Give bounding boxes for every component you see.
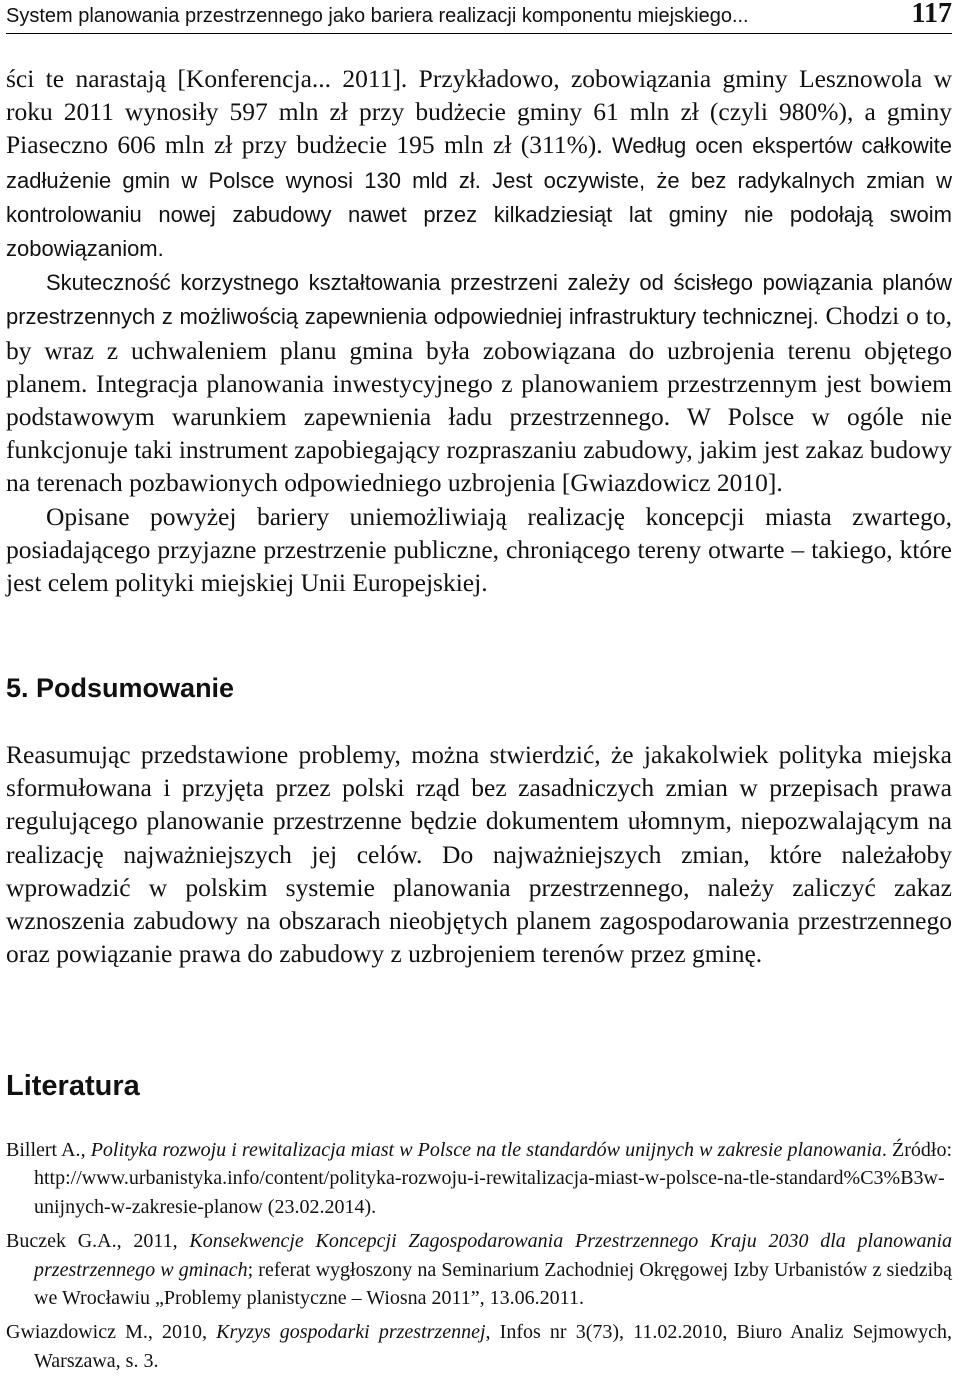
reference-separator: , 2011,: [116, 1230, 190, 1253]
reference-separator: ,: [80, 1139, 91, 1161]
page-number: 117: [911, 0, 952, 29]
reference-separator: , 2010,: [147, 1321, 217, 1344]
paragraph-3: Opisane powyżej bariery uniemożliwiają realizację koncepcji miasta zwartego, posiadającego przyjazne przestrzenie publiczne, chroniącego tereny otwarte – takiego, które jest celem polityki miejskiej Unii Europejskiej.: [6, 501, 952, 598]
paragraph-2-part-a: Skuteczność korzystnego kształtowania przestrzeni zależy od ścisłego powiązania planów przestrzennych z możliwością zapewnienia odpowiedniej infrastruktury technicznej.: [6, 270, 952, 330]
paragraph-1: [6, 62, 952, 265]
section-number: 5.: [6, 673, 29, 703]
body-text: [6, 62, 952, 599]
running-header: [6, 0, 952, 34]
reference-author: Gwiazdowicz M.: [6, 1321, 148, 1344]
paragraph-1-part-a: ści te narastają [Konferencja... 2011]. Przykładowo, zobowiązania gminy Lesznowola w roku 2011 wynosiły 597 mln zł przy budżecie gminy 61 mln zł (czyli 980%), a gminy Piaseczno 606 mln zł przy budżecie 195 mln zł (311%).: [6, 64, 952, 160]
paragraph-1-part-b: Według ocen ekspertów całkowite zadłużenie gmin w Polsce wynosi 130 mld zł. Jest oczywiste, że bez radykalnych zmian w kontrolowaniu nowej zabudowy nawet przez kilkadziesiąt lat gminy nie podołają swoim zobowiązaniom.: [6, 133, 952, 262]
paragraph-2-part-b: Chodzi o to, by wraz z uchwaleniem planu gmina była zobowiązana do uzbrojenia terenu objętego planem. Integracja planowania inwestycyjnego z planowaniem przestrzennym jest bowiem podstawowym warunkiem zapewnienia ładu przestrzennego. W Polsce w ogóle nie funkcjonuje taki instrument zapobiegający rozpraszaniu zabudowy, jakim jest zakaz budowy na terenach pozbawionych odpowiedniego uzbrojenia [Gwiazdowicz 2010].: [6, 301, 952, 498]
paragraph-2: [6, 265, 952, 499]
reference-details: ; referat wygłoszony na Seminarium Zachodniej Okręgowej Izby Urbanistów z siedzibą we Wrocławiu „Problemy planistyczne – Wiosna 2011”, 13.06.2011.: [34, 1258, 953, 1310]
reference-title: Kryzys gospodarki przestrzennej: [216, 1321, 486, 1344]
reference-title: Polityka rozwoju i rewitalizacja miast w Polsce na tle standardów unijnych w zakresie planowania: [90, 1139, 882, 1161]
reference-item: [6, 1136, 952, 1221]
section-heading: [6, 668, 234, 708]
reference-list: [6, 1136, 952, 1381]
summary-text: [6, 738, 952, 970]
literature-heading: Literatura: [6, 1070, 140, 1102]
reference-details: , Infos nr 3(73), 11.02.2010, Biuro Analiz Sejmowych, Warszawa, s. 3.: [34, 1321, 953, 1372]
reference-author: Billert A.: [6, 1139, 81, 1161]
summary-paragraph: Reasumując przedstawione problemy, można stwierdzić, że jakakolwiek polityka miejska sformułowana i przyjęta przez polski rząd bez zasadniczych zmian w przepisach prawa regulującego planowanie przestrzenne będzie dokumentem ułomnym, niepozwalającym na realizację najważniejszych jej celów. Do najważniejszych zmian, które należałoby wprowadzić w polskim systemie planowania przestrzennego, należy zaliczyć zakaz wznoszenia zabudowy na obszarach nieobjętych planem zagospodarowania przestrzennego oraz powiązanie prawa do zabudowy z uzbrojeniem terenów przez gminę.: [6, 740, 952, 969]
section-title: Podsumowanie: [36, 673, 235, 703]
reference-author: Buczek G.A.: [6, 1230, 117, 1253]
reference-title: Konsekwencje Koncepcji Zagospodarowania Przestrzennego Kraju 2030 dla planowania przestrzennego w gminach: [34, 1230, 953, 1281]
reference-item: [6, 1227, 952, 1312]
reference-details: . Źródło: http://www.urbanistyka.info/content/polityka-rozwoju-i-rewitalizacja-miast-w-polsce-na-tle-standard%C3%B3w-unijnych-w-zakresie-planow (23.02.2014).: [34, 1139, 953, 1218]
reference-item: [6, 1318, 952, 1375]
running-title: System planowania przestrzennego jako bariera realizacji komponentu miejskiego...: [6, 5, 749, 27]
